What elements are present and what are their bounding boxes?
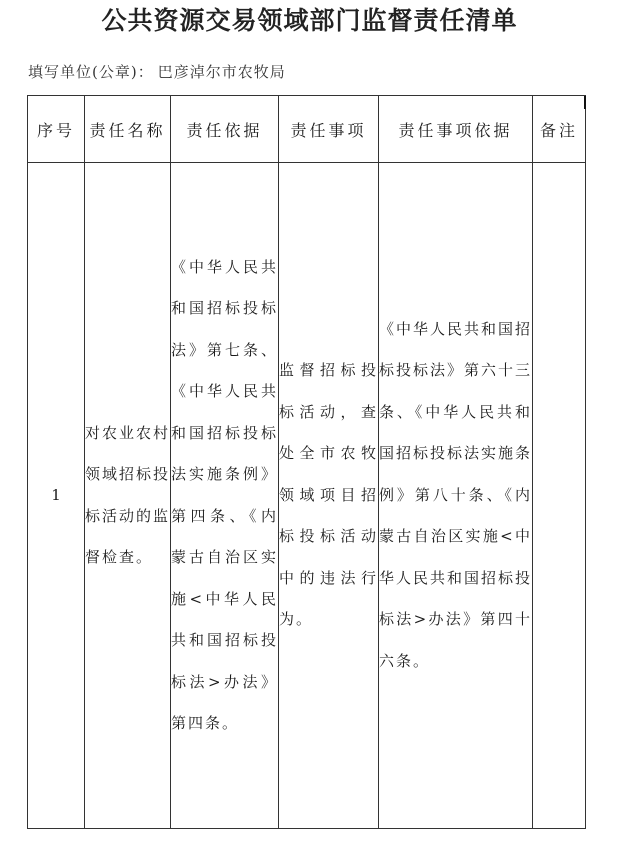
header-name: 责任名称 [85,96,171,163]
filler-value: 巴彦淖尔市农牧局 [157,63,286,81]
page-title: 公共资源交易领域部门监督责任清单 [101,6,518,35]
name-text: 对农业农村领域招标投标活动的监督检查。 [85,423,171,566]
table-row [28,163,586,829]
seq-value: 1 [51,485,61,504]
basis-text: 《中华人民共和国招标投标法》第七条、《中华人民共和国招标投标法实施条例》第四条、《内蒙古自治区实施<中华人民共和国招标投标法>办法》第四条。 [171,257,278,732]
filler-label: 填写单位(公章)： [28,63,154,81]
cell-matter-basis [379,163,533,829]
filler-unit [28,61,286,83]
header-basis: 责任依据 [171,96,279,163]
header-matter: 责任事项 [279,96,379,163]
header-seq: 序号 [28,96,85,163]
cell-seq [28,163,85,829]
header-remark: 备注 [533,96,586,163]
matter-text: 监督招标投标活动，查处全市农牧领域项目招标投标活动中的违法行为。 [279,361,378,629]
cell-basis [171,163,279,829]
responsibility-table [27,95,586,829]
edge-mark [584,96,586,109]
matter-basis-text: 《中华人民共和国招标投标法》第六十三条、《中华人民共和国招标投标法实施条例》第八十条、《内蒙古自治区实施<中华人民共和国招标投标法>办法》第四十六条。 [379,319,533,670]
header-matter-basis: 责任事项依据 [379,96,533,163]
cell-matter [279,163,379,829]
table-header-row [28,96,586,163]
cell-name [85,163,171,829]
cell-remark [533,163,586,829]
